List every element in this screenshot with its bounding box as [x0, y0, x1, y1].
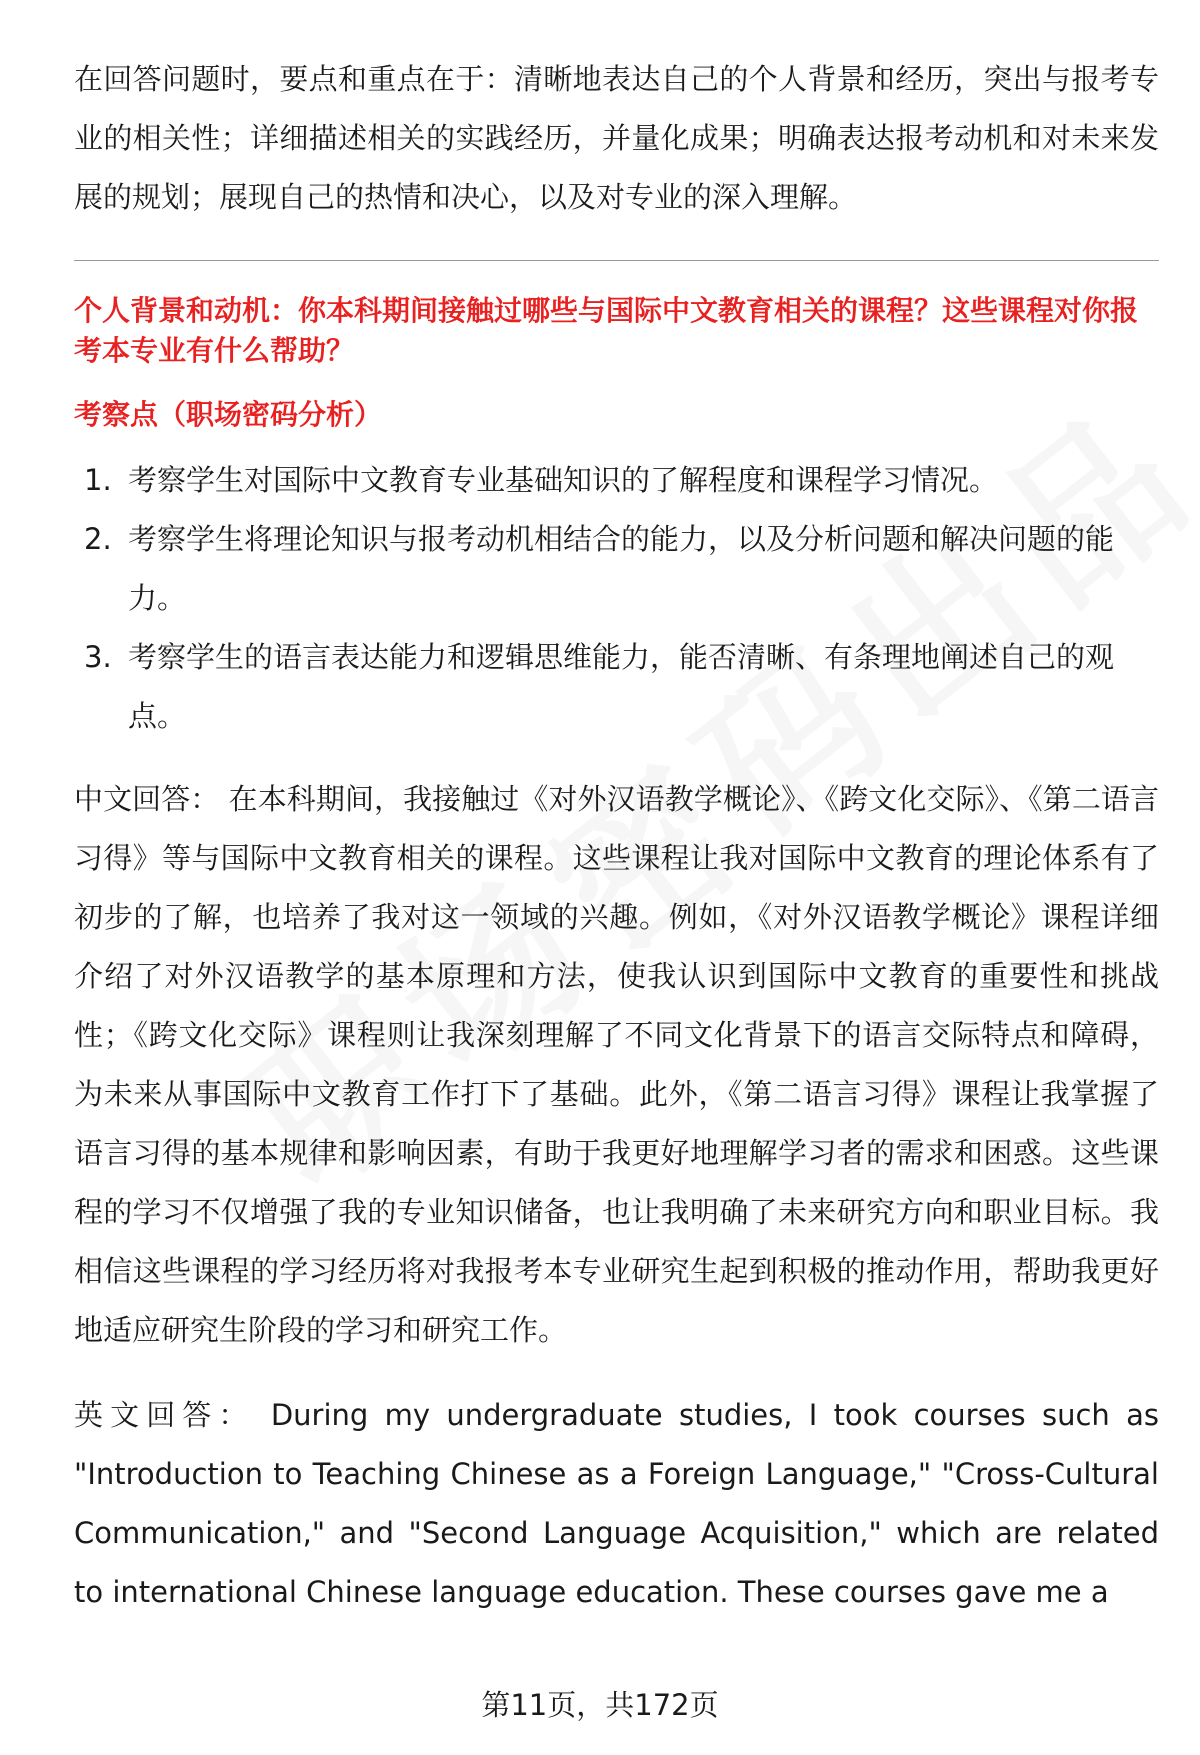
assessment-item: [74, 451, 1159, 510]
question-title: 个人背景和动机：你本科期间接触过哪些与国际中文教育相关的课程？这些课程对你报考本专业有什么帮助？: [74, 294, 1139, 367]
chinese-answer-label: 中文回答：: [74, 782, 220, 816]
english-answer-label: 英文回答：: [74, 1398, 255, 1432]
item-text: 考察学生的语言表达能力和逻辑思维能力，能否清晰、有条理地阐述自己的观点。: [128, 640, 1115, 733]
chinese-answer-text: 在本科期间，我接触过《对外汉语教学概论》、《跨文化交际》、《第二语言习得》等与国际中文教育相关的课程。这些课程让我对国际中文教育的理论体系有了初步的了解，也培养了我对这一领域的兴趣。例如，《对外汉语教学概论》课程详细介绍了对外汉语教学的基本原理和方法，使我认识到国际中文教育的重要性和挑战性；《跨文化交际》课程则让我深刻理解了不同文化背景下的语言交际特点和障碍，为未来从事国际中文教育工作打下了基础。此外，《第二语言习得》课程让我掌握了语言习得的基本规律和影响因素，有助于我更好地理解学习者的需求和困惑。这些课程的学习不仅增强了我的专业知识储备，也让我明确了未来研究方向和职业目标。我相信这些课程的学习经历将对我报考本专业研究生起到积极的推动作用，帮助我更好地适应研究生阶段的学习和研究工作。: [74, 782, 1159, 1347]
chinese-answer: [74, 770, 1159, 1360]
intro-paragraph: 在回答问题时，要点和重点在于：清晰地表达自己的个人背景和经历，突出与报考专业的相关性；详细描述相关的实践经历，并量化成果；明确表达报考动机和对未来发展的规划；展现自己的热情和决心，以及对专业的深入理解。: [74, 62, 1159, 214]
item-text: 考察学生将理论知识与报考动机相结合的能力，以及分析问题和解决问题的能力。: [128, 522, 1115, 615]
page-number-footer: 第11页，共172页: [481, 1688, 719, 1722]
english-answer-text: During my undergraduate studies, I took courses such as "Introduction to Teaching Chinese as a Foreign Language," "Cross-Cultural Communication," and "Second Language Acquisition," which are related to international Chinese language education. These courses gave me a: [74, 1398, 1159, 1609]
assessment-list: [74, 451, 1159, 746]
english-answer: [74, 1386, 1159, 1622]
item-text: 考察学生对国际中文教育专业基础知识的了解程度和课程学习情况。: [128, 463, 999, 497]
section-divider: [74, 260, 1159, 261]
assessment-label: 考察点（职场密码分析）: [74, 398, 383, 431]
assessment-item: [74, 510, 1159, 628]
document-page: [74, 50, 1159, 1622]
item-number: 1.: [84, 463, 112, 497]
item-number: 3.: [84, 640, 112, 674]
item-number: 2.: [84, 522, 112, 556]
assessment-item: [74, 628, 1159, 746]
